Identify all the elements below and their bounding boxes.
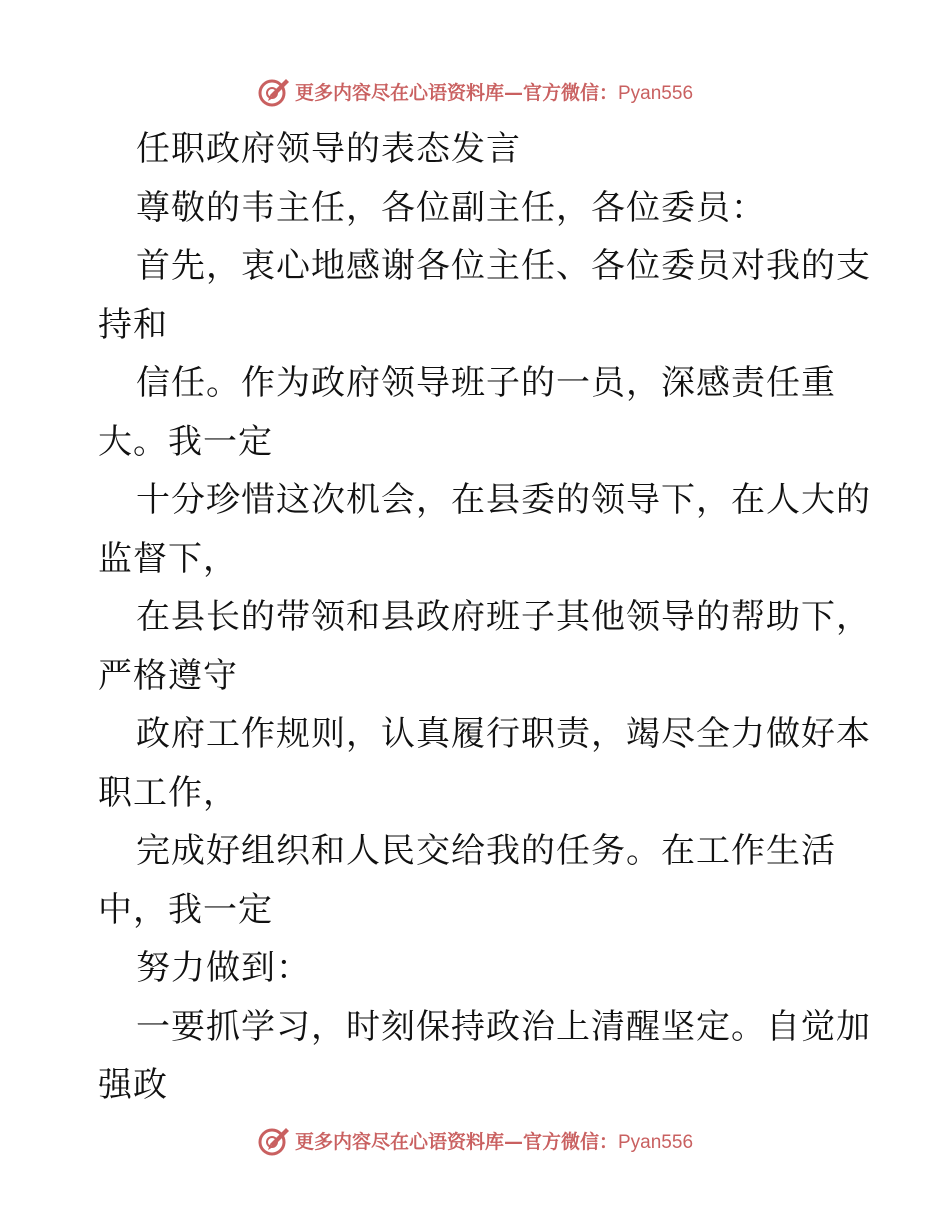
text-line: 努力做到： bbox=[136, 948, 311, 988]
text-line: 十分珍惜这次机会，在县委的领导下，在人大的 bbox=[136, 480, 871, 520]
document-body bbox=[98, 120, 871, 1115]
text-line: 严格遵守 bbox=[98, 655, 238, 696]
brand-logo-icon bbox=[257, 74, 291, 108]
banner-wechat-id: Pyan556 bbox=[618, 1131, 694, 1153]
text-line: 完成好组织和人民交给我的任务。在工作生活 bbox=[136, 831, 836, 871]
footer-banner bbox=[0, 1120, 950, 1160]
text-line: 持和 bbox=[98, 304, 168, 345]
banner-text bbox=[295, 1127, 693, 1154]
text-line: 首先，衷心地感谢各位主任、各位委员对我的支 bbox=[136, 246, 871, 286]
banner-text bbox=[295, 78, 693, 105]
banner-label: 更多内容尽在心语资料库—官方微信： bbox=[294, 81, 618, 104]
text-line: 一要抓学习，时刻保持政治上清醒坚定。自觉加 bbox=[136, 1006, 871, 1047]
text-line: 监督下， bbox=[98, 538, 238, 579]
text-line: 在县长的带领和县政府班子其他领导的帮助下， bbox=[136, 597, 871, 637]
text-line: 强政 bbox=[98, 1065, 168, 1105]
text-line: 中，我一定 bbox=[98, 889, 273, 930]
text-line: 信任。作为政府领导班子的一员，深感责任重 bbox=[136, 363, 836, 403]
text-line: 任职政府领导的表态发言 bbox=[136, 129, 521, 169]
header-banner bbox=[0, 71, 950, 111]
text-line: 尊敬的韦主任，各位副主任，各位委员： bbox=[136, 187, 766, 228]
text-line: 大。我一定 bbox=[98, 421, 273, 462]
text-line: 政府工作规则，认真履行职责，竭尽全力做好本 bbox=[136, 714, 871, 754]
banner-wechat-id: Pyan556 bbox=[618, 82, 694, 104]
text-line: 职工作， bbox=[98, 772, 238, 813]
banner-label: 更多内容尽在心语资料库—官方微信： bbox=[294, 1130, 618, 1153]
brand-logo-icon bbox=[257, 1123, 291, 1157]
